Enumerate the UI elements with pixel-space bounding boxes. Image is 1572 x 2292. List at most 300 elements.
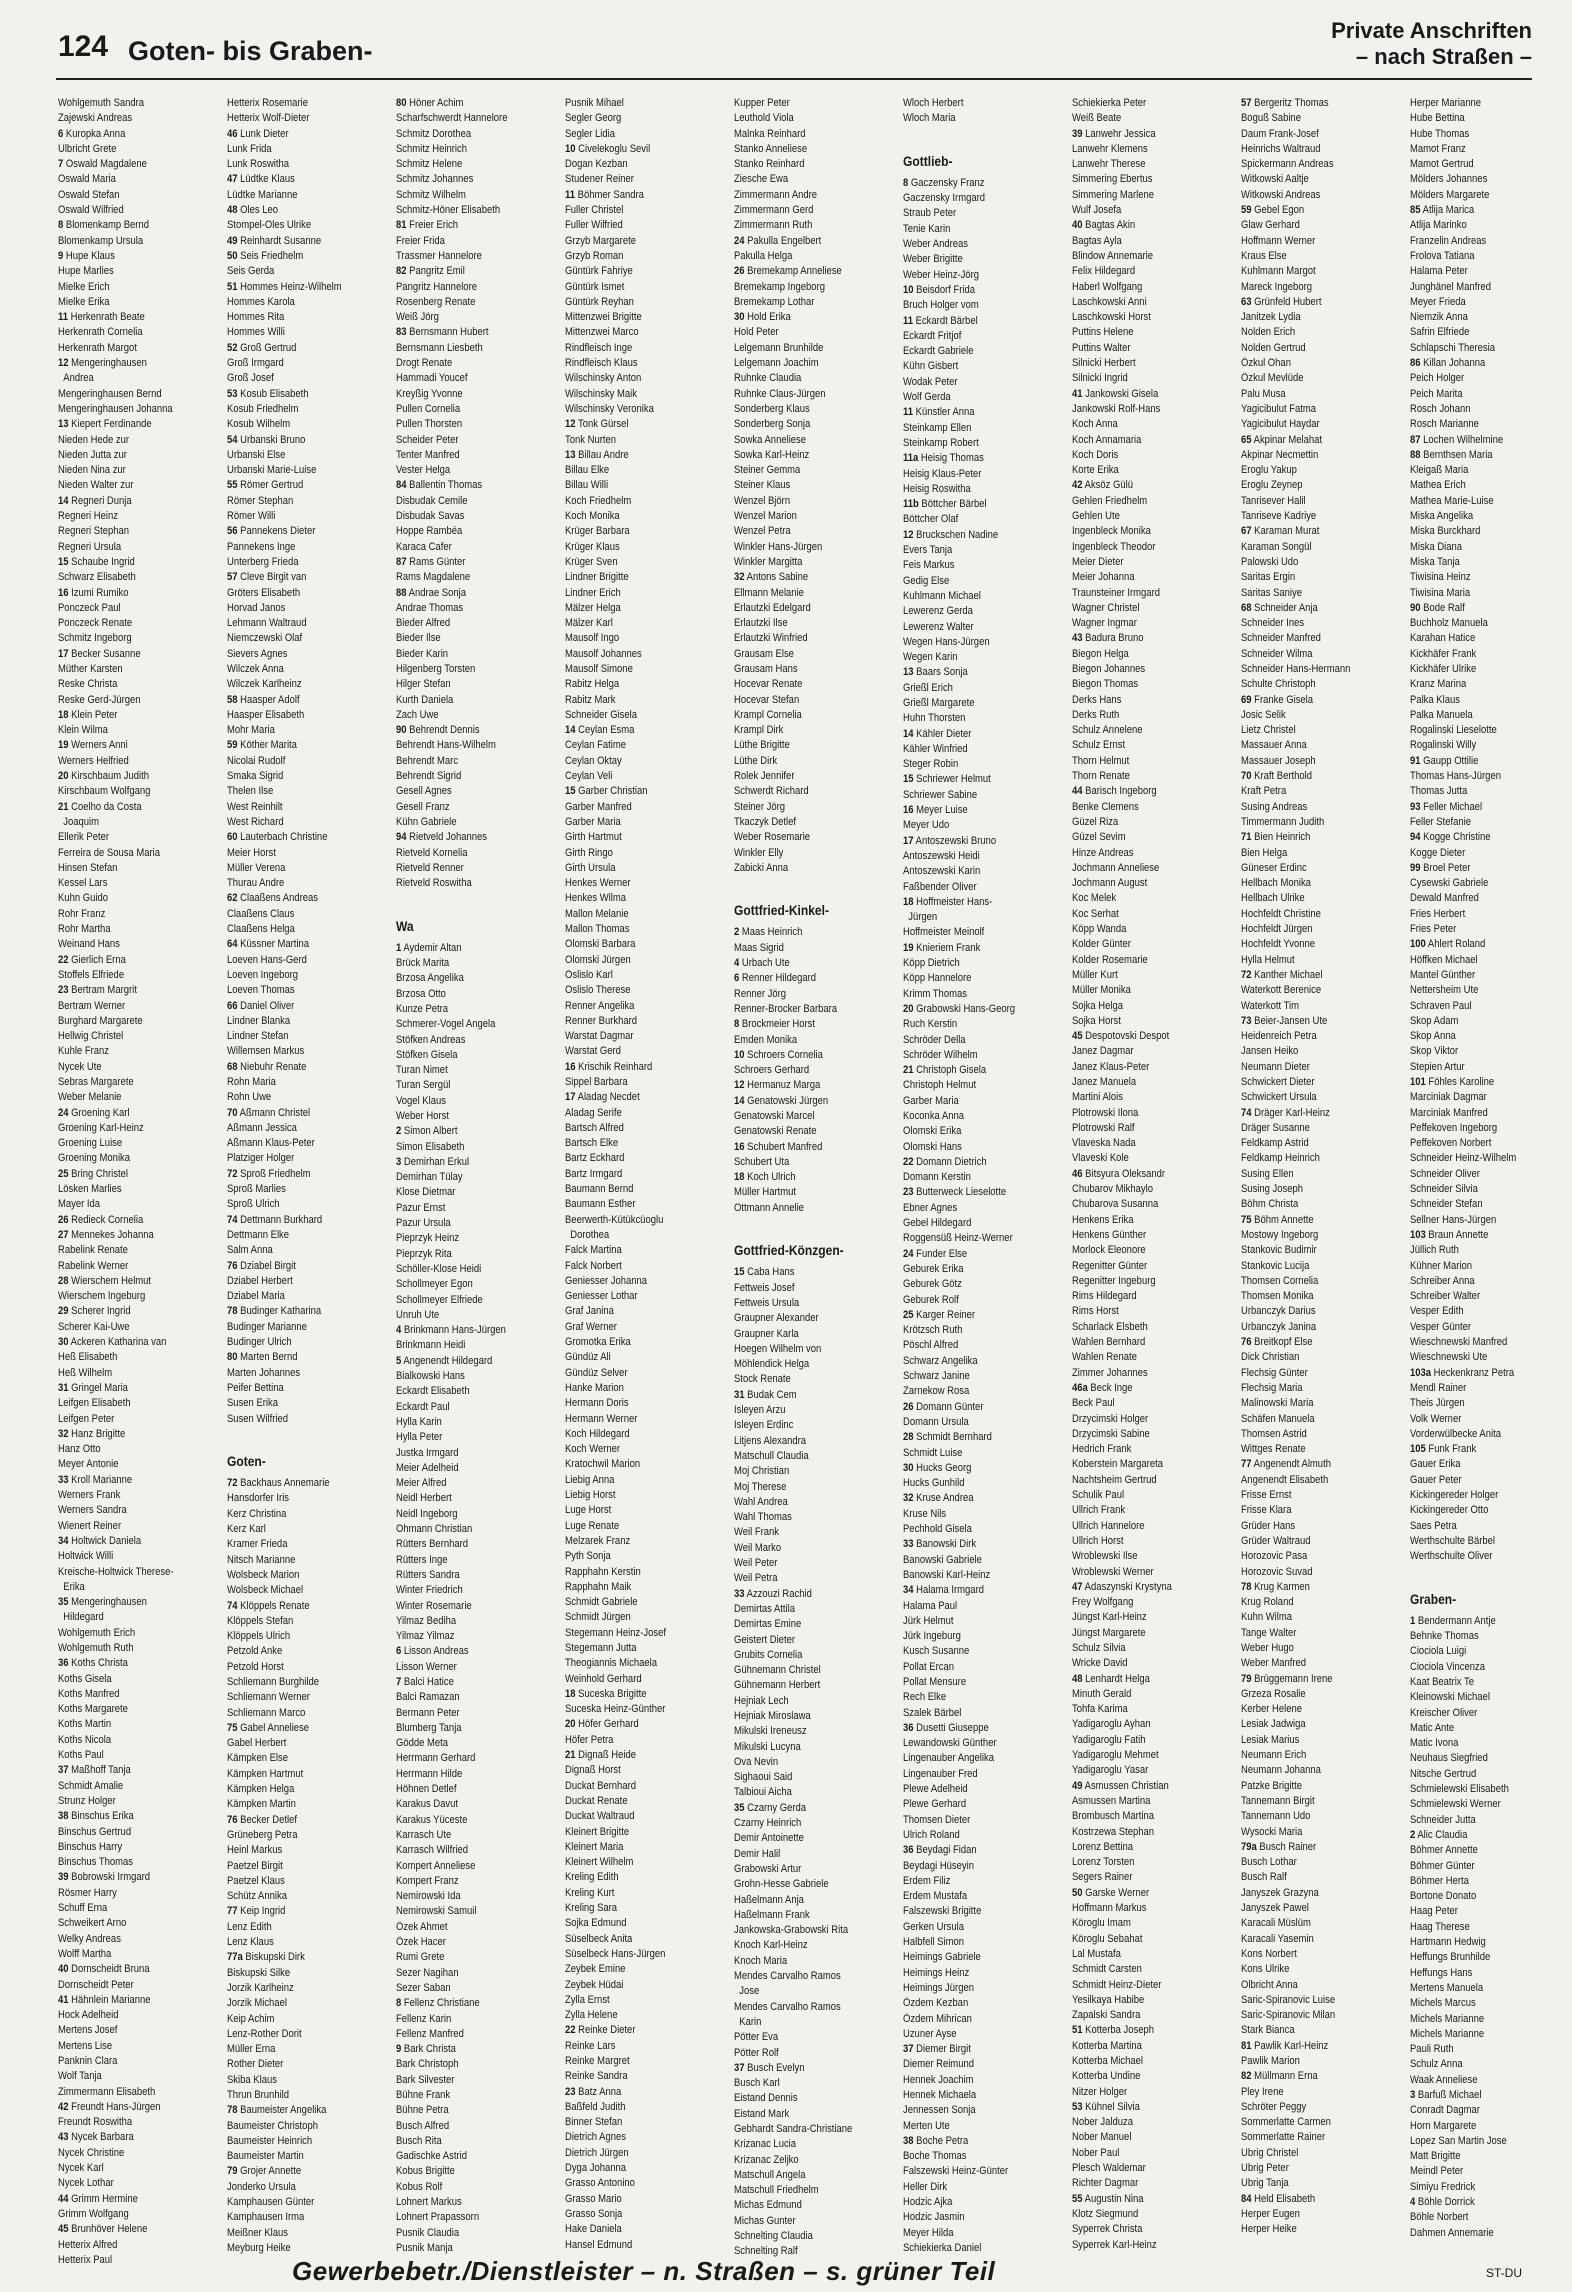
list-item: Rütters Bernhard: [396, 1538, 469, 1551]
list-item: Glaw Gerhard: [1241, 219, 1300, 232]
list-item: Strunz Holger: [58, 1794, 116, 1807]
list-item: Falszewski Brigitte: [903, 1905, 982, 1918]
list-item: Bremekamp Ingeborg: [734, 280, 825, 293]
list-item: 18 Klein Peter: [58, 708, 118, 721]
list-item: Jüngst Karl-Heinz: [1072, 1611, 1147, 1624]
list-item: Zimmermann Gerd: [734, 204, 814, 217]
list-item: Schiekierka Peter: [1072, 97, 1147, 109]
list-item: Hinsen Stefan: [58, 861, 118, 874]
list-item: Falszewski Heinz-Günter: [903, 2165, 1009, 2178]
list-item: 9 Bark Christa: [396, 2043, 456, 2056]
list-item: Dietrich Jürgen: [565, 2146, 629, 2159]
list-item: Schliemann Werner: [227, 1691, 310, 1704]
list-item: 16 Izumi Rumiko: [58, 586, 129, 599]
list-item: Kickhäfer Frank: [1410, 647, 1477, 660]
list-item: Karrasch Wilfried: [396, 1844, 469, 1857]
list-item: Eckardt Elisabeth: [396, 1385, 470, 1398]
list-item: Wolsbeck Michael: [227, 1584, 304, 1597]
list-item: Mausolf Johannes: [565, 647, 642, 660]
list-item: Lewandowski Günther: [903, 1737, 997, 1750]
list-item: Geniesser Lothar: [565, 1290, 638, 1303]
list-item: Neumann Erich: [1241, 1749, 1307, 1762]
list-item: Rütters Inge: [396, 1553, 448, 1566]
list-item: 17 Antoszewski Bruno: [903, 834, 997, 847]
list-item: Mausolf Ingo: [565, 632, 620, 645]
list-item: Daum Frank-Josef: [1241, 127, 1319, 140]
list-item: Wroblewski Ilse: [1072, 1550, 1138, 1563]
list-item: Horn Margarete: [1410, 2119, 1477, 2132]
list-item: 33 Banowski Dirk: [903, 1538, 977, 1551]
list-item: Koths Paul: [58, 1749, 104, 1762]
list-item: Sommerlatte Carmen: [1241, 2116, 1331, 2129]
list-item: 22 Gierlich Erna: [58, 953, 126, 966]
list-item: 76 Breitkopf Else: [1241, 1336, 1313, 1349]
list-item: Freundt Roswitha: [58, 2116, 133, 2129]
list-item: Traunsteiner Irmgard: [1072, 586, 1160, 599]
list-item: Budinger Ulrich: [227, 1336, 292, 1349]
list-item: Ferreira de Sousa Maria: [58, 846, 161, 859]
list-item: Unterberg Frieda: [227, 555, 299, 568]
list-item: Kranz Marina: [1410, 678, 1467, 691]
list-item: Pazur Ernst: [396, 1201, 446, 1214]
list-item: 35 Mengeringhausen: [58, 1596, 147, 1609]
list-item: Hommes Rita: [227, 311, 285, 324]
list-item: Beydagi Hüseyin: [903, 1859, 975, 1872]
list-item: 4 Brinkmann Hans-Jürgen: [396, 1324, 506, 1337]
list-item: Jüllich Ruth: [1410, 1244, 1459, 1257]
list-item: Andrae Thomas: [396, 601, 464, 614]
list-item: Nycek Lothar: [58, 2177, 114, 2190]
list-item: Zeybek Hüdai: [565, 1978, 624, 1991]
list-item: Özkul Mevlüde: [1241, 372, 1304, 385]
list-item: Matic Ivona: [1410, 1737, 1459, 1750]
list-item: Miska Angelika: [1410, 510, 1474, 523]
list-item: Heimings Heinz: [903, 1966, 970, 1979]
list-item: Franzelin Andreas: [1410, 234, 1487, 247]
list-item: Jürk Ingeburg: [903, 1630, 961, 1643]
list-item: 55 Römer Gertrud: [227, 479, 304, 492]
list-item: Graf Janina: [565, 1305, 614, 1318]
list-item: Bialkowski Hans: [396, 1370, 465, 1383]
list-item: 88 Andrae Sonja: [396, 586, 466, 599]
list-item: Pawlik Marion: [1241, 2055, 1300, 2067]
list-item: Böhmer Herta: [1410, 1874, 1469, 1887]
list-item: Müller Erna: [227, 2043, 276, 2056]
list-item: 21 Dignaß Heide: [565, 1749, 637, 1762]
list-item: Hellbach Monika: [1241, 877, 1311, 890]
list-item: Heller Dirk: [903, 2180, 948, 2193]
list-item: Grasso Mario: [565, 2192, 622, 2205]
list-item: 42 Freundt Hans-Jürgen: [58, 2100, 161, 2113]
list-item: Rosch Marianne: [1410, 418, 1479, 431]
list-item: Cysewski Gabriele: [1410, 877, 1489, 890]
list-item: Plewe Gerhard: [903, 1798, 967, 1811]
list-item: Özek Ahmet: [396, 1920, 448, 1933]
list-item: Karacali Yasemin: [1241, 1932, 1314, 1945]
list-item: Ebner Agnes: [903, 1201, 958, 1214]
list-item: Schwarz Elisabeth: [58, 571, 136, 584]
list-item: Grausam Hans: [734, 662, 798, 675]
list-item: 34 Holtwick Daniela: [58, 1534, 142, 1547]
list-item: Wroblewski Werner: [1072, 1565, 1154, 1578]
list-item: Schmitz Dorothea: [396, 127, 472, 140]
list-item: Grasso Antonino: [565, 2177, 635, 2190]
list-item: Beerwerth-Kütükcüoglu: [565, 1213, 664, 1226]
list-item: 14 Regneri Dunja: [58, 494, 132, 507]
list-item: 50 Garske Werner: [1072, 1886, 1150, 1899]
list-item: Gehlen Ute: [1072, 510, 1120, 523]
list-item: 56 Pannekens Dieter: [227, 525, 316, 538]
list-item: Lunk Roswitha: [227, 158, 290, 171]
list-item: Mausolf Simone: [565, 662, 633, 675]
list-item: Weber Rosemarie: [734, 831, 811, 844]
list-item: 81 Freier Erich: [396, 219, 459, 232]
list-item: Heinl Markus: [227, 1844, 283, 1857]
list-item: Lewerenz Walter: [903, 620, 974, 633]
list-item: Theis Jürgen: [1410, 1397, 1465, 1410]
list-item: Bruch Holger vom: [903, 299, 979, 312]
list-item: Tiwisina Heinz: [1410, 571, 1471, 584]
list-item: Pazur Ursula: [396, 1217, 451, 1230]
list-item: Fuller Wilfried: [565, 219, 623, 232]
list-item: Wloch Herbert: [903, 97, 964, 109]
list-item: Hommes Willi: [227, 326, 285, 339]
list-item: Neumann Dieter: [1241, 1060, 1310, 1073]
list-item: Schmidt Carsten: [1072, 1963, 1142, 1976]
list-item: 30 Hold Erika: [734, 311, 791, 324]
list-item: Rogalinski Lieselotte: [1410, 724, 1497, 737]
list-item: Gerken Ursula: [903, 1920, 964, 1933]
list-item: Koch Friedhelm: [565, 494, 632, 507]
list-item: Lorenz Torsten: [1072, 1856, 1135, 1869]
list-item: 2 Maas Heinrich: [734, 926, 803, 939]
list-item: Hilger Stefan: [396, 678, 451, 691]
list-item: 34 Halama Irmgard: [903, 1584, 984, 1597]
list-item: Krug Roland: [1241, 1596, 1294, 1609]
list-item: Pötter Rolf: [734, 2046, 779, 2059]
list-item: Zimmer Johannes: [1072, 1366, 1148, 1379]
list-item: 53 Kosub Elisabeth: [227, 387, 309, 400]
list-item: Peffekoven Ingeborg: [1410, 1121, 1498, 1134]
list-item: Gühnemann Herbert: [734, 1679, 821, 1692]
list-item: 74 Klöppels Renate: [227, 1599, 310, 1612]
list-item: Pangritz Hannelore: [396, 280, 477, 293]
list-item: 8 Brockmeier Horst: [734, 1018, 815, 1031]
list-item: Koch Anna: [1072, 418, 1118, 431]
list-item: Özdem Kezban: [903, 1997, 969, 2010]
list-item: 43 Badura Bruno: [1072, 632, 1144, 645]
list-item: Fettweis Josef: [734, 1281, 795, 1294]
list-item: Dignaß Horst: [565, 1764, 621, 1777]
list-item: Pullen Cornelia: [396, 402, 461, 415]
list-item: Ellerik Peter: [58, 831, 109, 844]
list-item: 1 Bendermann Antje: [1410, 1614, 1496, 1627]
list-item: Jürgen: [903, 911, 938, 924]
list-item: Ceylan Fatime: [565, 739, 626, 752]
header-rule: [56, 78, 1532, 80]
list-item: Weil Frank: [734, 1526, 780, 1539]
list-item: Skop Adam: [1410, 1014, 1459, 1027]
list-item: Duckat Bernhard: [565, 1779, 636, 1792]
list-item: 87 Lochen Wilhelmine: [1410, 433, 1504, 446]
list-item: Steinkamp Robert: [903, 436, 979, 449]
list-item: Rütters Sandra: [396, 1568, 460, 1581]
street-heading: Wa: [396, 917, 414, 934]
list-item: Niemzik Anna: [1410, 311, 1468, 324]
list-item: Tenter Manfred: [396, 448, 460, 461]
list-item: 16 Schubert Manfred: [734, 1140, 823, 1153]
list-item: Hejniak Miroslawa: [734, 1709, 811, 1722]
list-item: Rolek Jennifer: [734, 770, 795, 783]
list-item: Weinand Hans: [58, 938, 120, 951]
list-item: Garber Manfred: [565, 800, 632, 813]
list-item: Erdem Mustafa: [903, 1890, 968, 1903]
list-item: Marciniak Manfred: [1410, 1106, 1488, 1119]
list-item: Rohn Maria: [227, 1076, 276, 1088]
list-item: Pöschl Alfred: [903, 1339, 959, 1352]
list-item: 6 Renner Hildegard: [734, 972, 817, 985]
list-item: Sezer Nagihan: [396, 1966, 459, 1979]
list-item: Junghänel Manfred: [1410, 280, 1492, 293]
list-item: Michas Edmund: [734, 2199, 802, 2212]
list-item: Bark Christoph: [396, 2058, 459, 2071]
list-item: Faßbender Oliver: [903, 880, 977, 893]
list-item: Biskupski Silke: [227, 1966, 291, 1979]
list-item: Freier Frida: [396, 234, 445, 247]
list-item: Warstat Gerd: [565, 1045, 621, 1058]
list-item: Urbanczyk Janina: [1241, 1320, 1317, 1333]
list-item: Bartz Eckhard: [565, 1152, 625, 1165]
list-item: Rech Elke: [903, 1691, 947, 1704]
list-item: Rams Magdalene: [396, 571, 471, 584]
list-item: Ullrich Horst: [1072, 1534, 1124, 1547]
list-item: Hake Daniela: [565, 2223, 622, 2236]
list-item: Karacali Müslüm: [1241, 1917, 1311, 1930]
list-item: Schnelting Claudia: [734, 2230, 813, 2243]
page-number: 124: [58, 30, 109, 63]
list-item: Marten Johannes: [227, 1366, 301, 1379]
list-item: Matschull Friedhelm: [734, 2184, 819, 2197]
list-item: Hedrich Frank: [1072, 1443, 1132, 1456]
list-item: Drogt Renate: [396, 357, 453, 370]
list-item: Susing Ellen: [1241, 1167, 1294, 1180]
list-item: Antoszewski Karin: [903, 865, 981, 878]
list-item: Koths Gisela: [58, 1672, 112, 1685]
list-item: Baumann Esther: [565, 1198, 636, 1211]
list-item: Werthschulte Oliver: [1410, 1550, 1493, 1563]
list-item: Tannemann Birgit: [1241, 1794, 1315, 1807]
list-item: 59 Köther Marita: [227, 739, 297, 752]
list-item: Vesper Günter: [1410, 1320, 1472, 1333]
list-item: Schmidt Luise: [903, 1446, 963, 1459]
list-item: Banowski Gabriele: [903, 1553, 982, 1566]
list-item: Stöfken Andreas: [396, 1033, 466, 1046]
list-item: Weber Brigitte: [903, 253, 963, 266]
list-item: Klotz Siegmund: [1072, 2207, 1139, 2220]
list-item: Schmidt Jürgen: [565, 1611, 631, 1624]
list-item: Karaca Cafer: [396, 540, 452, 553]
list-item: 66 Daniel Oliver: [227, 999, 295, 1012]
list-item: Grubits Cornelia: [734, 1648, 803, 1661]
list-item: Kuhn Guido: [58, 892, 108, 905]
list-item: Jorzik Karlheinz: [227, 1981, 294, 1994]
list-item: Vesper Edith: [1410, 1305, 1464, 1318]
list-item: Meißner Klaus: [227, 2226, 288, 2239]
list-item: 18 Suceska Brigitte: [565, 1687, 647, 1700]
list-item: Schulte Christoph: [1241, 678, 1316, 691]
list-item: Pullen Thorsten: [396, 418, 463, 431]
list-item: Yadigaroglu Yasar: [1072, 1764, 1149, 1777]
list-item: Janyszek Grazyna: [1241, 1886, 1319, 1899]
list-item: Geburek Götz: [903, 1278, 962, 1291]
list-item: Pusnik Claudia: [396, 2226, 460, 2239]
list-item: Benke Clemens: [1072, 800, 1139, 813]
list-item: 10 Beisdorf Frida: [903, 283, 976, 296]
list-item: Miska Tanja: [1410, 555, 1460, 568]
list-item: Tanriseve Kadriye: [1241, 510, 1317, 523]
list-item: Winkler Elly: [734, 846, 784, 859]
list-item: 99 Broel Peter: [1410, 861, 1471, 874]
list-item: Budinger Marianne: [227, 1320, 307, 1333]
street-heading: Gottlieb-: [903, 152, 953, 169]
list-item: Regenitter Günter: [1072, 1259, 1148, 1272]
list-item: 78 Budinger Katharina: [227, 1305, 322, 1318]
list-item: 25 Karger Reiner: [903, 1308, 976, 1321]
list-item: Kons Ulrike: [1241, 1963, 1290, 1976]
list-item: Steger Robin: [903, 758, 959, 771]
list-item: Groening Monika: [58, 1152, 131, 1165]
list-item: Oslislo Karl: [565, 968, 613, 981]
list-item: Flechsig Maria: [1241, 1381, 1303, 1394]
list-item: 32 Hanz Brigitte: [58, 1427, 126, 1440]
list-item: Sighaoui Said: [734, 1771, 793, 1784]
list-item: Thrun Brunhild: [227, 2089, 290, 2101]
list-item: Özdem Mihrican: [903, 2012, 972, 2025]
list-item: 49 Asmussen Christian: [1072, 1779, 1169, 1792]
list-item: Wilczek Karlheinz: [227, 678, 302, 691]
list-item: 54 Urbanski Bruno: [227, 433, 306, 446]
list-item: Schäfen Manuela: [1241, 1412, 1315, 1425]
list-item: Asmussen Martina: [1072, 1794, 1151, 1807]
list-item: Vogel Klaus: [396, 1094, 446, 1107]
list-item: Peffekoven Norbert: [1410, 1137, 1492, 1150]
list-item: Jochmann Anneliese: [1072, 861, 1160, 874]
list-item: Herkenrath Cornelia: [58, 326, 143, 339]
list-item: Wieschnewski Manfred: [1410, 1336, 1508, 1349]
list-item: Karakus Davut: [396, 1798, 459, 1811]
list-item: Schliemann Burghilde: [227, 1675, 320, 1688]
list-item: 16 Krischik Reinhard: [565, 1060, 653, 1073]
list-item: Petzold Horst: [227, 1660, 284, 1673]
list-item: Ingenbleck Theodor: [1072, 540, 1156, 553]
list-item: 43 Nycek Barbara: [58, 2131, 134, 2144]
list-item: Baßfeld Judith: [565, 2100, 626, 2113]
list-item: Süselbeck Hans-Jürgen: [565, 1947, 666, 1960]
list-item: Meyburg Heike: [227, 2241, 291, 2254]
list-item: Pollat Ercan: [903, 1660, 955, 1673]
list-item: Mälzer Helga: [565, 601, 621, 614]
list-item: 77 Angenendt Almuth: [1241, 1458, 1331, 1471]
list-item: Thomsen Cornelia: [1241, 1274, 1319, 1287]
list-item: 21 Christoph Gisela: [903, 1064, 987, 1077]
list-item: Zimmermann Elisabeth: [58, 2085, 156, 2098]
list-item: Pley Irene: [1241, 2085, 1284, 2098]
list-item: Winkler Margitta: [734, 555, 803, 568]
list-item: Hellwig Christel: [58, 1030, 124, 1043]
list-item: 10 Civelekoglu Sevil: [565, 142, 651, 155]
list-item: Buchholz Manuela: [1410, 617, 1488, 630]
list-item: Nycek Ute: [58, 1060, 102, 1073]
address-column: [58, 96, 218, 2266]
list-item: 39 Lanwehr Jessica: [1072, 127, 1156, 140]
list-item: Kusch Susanne: [903, 1645, 970, 1658]
list-item: Saric-Spiranovic Milan: [1241, 2009, 1336, 2022]
list-item: Werners Helfried: [58, 754, 129, 767]
list-item: Matschull Claudia: [734, 1449, 809, 1462]
list-item: 14 Genatowski Jürgen: [734, 1094, 829, 1107]
list-item: [1410, 1565, 1569, 1580]
list-item: Rims Horst: [1072, 1305, 1119, 1318]
list-item: Koch Werner: [565, 1443, 621, 1456]
list-item: Vorderwülbecke Anita: [1410, 1427, 1501, 1440]
list-item: Biegon Johannes: [1072, 662, 1146, 675]
list-item: 37 Diemer Birgit: [903, 2043, 971, 2056]
list-item: Feller Stefanie: [1410, 815, 1472, 828]
list-item: Rumi Grete: [396, 1951, 445, 1964]
list-item: Lorenz Bettina: [1072, 1840, 1134, 1853]
list-item: Stark Bianca: [1241, 2024, 1295, 2037]
list-item: Wieschnewski Ute: [1410, 1351, 1488, 1364]
list-item: 94 Kogge Christine: [1410, 831, 1491, 844]
list-item: Peich Holger: [1410, 372, 1465, 385]
list-item: Henkens Erika: [1072, 1213, 1134, 1226]
list-item: Möhlendick Helga: [734, 1358, 810, 1371]
list-item: Gebel Hildegard: [903, 1217, 972, 1230]
list-item: Lüthe Brigitte: [734, 739, 790, 752]
list-item: 5 Angenendt Hildegard: [396, 1354, 493, 1367]
list-item: Wahlen Renate: [1072, 1351, 1137, 1364]
list-item: Nieden Walter zur: [58, 479, 134, 492]
list-item: Sievers Agnes: [227, 647, 288, 660]
list-item: Behrendt Marc: [396, 754, 459, 767]
address-column: [396, 96, 556, 2254]
list-item: Dziabel Herbert: [227, 1274, 293, 1287]
list-item: Höhnen Detlef: [396, 1783, 457, 1796]
list-item: Kleinert Maria: [565, 1840, 624, 1853]
list-item: 74 Dettmann Burkhard: [227, 1213, 323, 1226]
list-item: 32 Kruse Andrea: [903, 1492, 974, 1505]
list-item: 76 Becker Detlef: [227, 1813, 297, 1826]
list-item: 78 Baumeister Angelika: [227, 2104, 327, 2117]
list-item: Scharfschwerdt Hannelore: [396, 112, 508, 125]
list-item: Heimings Jürgen: [903, 1981, 974, 1994]
list-item: Peich Marita: [1410, 387, 1463, 400]
list-item: Weber Manfred: [1241, 1657, 1307, 1670]
list-item: Unruh Ute: [396, 1308, 440, 1321]
list-item: Hetterix Paul: [58, 2253, 113, 2266]
list-item: 73 Beier-Jansen Ute: [1241, 1014, 1328, 1027]
list-item: Witkowski Andreas: [1241, 188, 1321, 201]
list-item: Weiß Jörg: [396, 311, 439, 324]
list-item: Krampl Cornelia: [734, 708, 802, 721]
list-item: 41 Jankowski Gisela: [1072, 387, 1159, 400]
list-item: Mathea Marie-Luise: [1410, 494, 1494, 507]
list-item: Susen Erika: [227, 1397, 279, 1410]
list-item: Schulz Silvia: [1072, 1641, 1126, 1654]
list-item: Eckardt Gabriele: [903, 345, 974, 358]
list-item: 47 Adaszynski Krystyna: [1072, 1580, 1172, 1593]
list-item: Turan Nimet: [396, 1064, 448, 1077]
